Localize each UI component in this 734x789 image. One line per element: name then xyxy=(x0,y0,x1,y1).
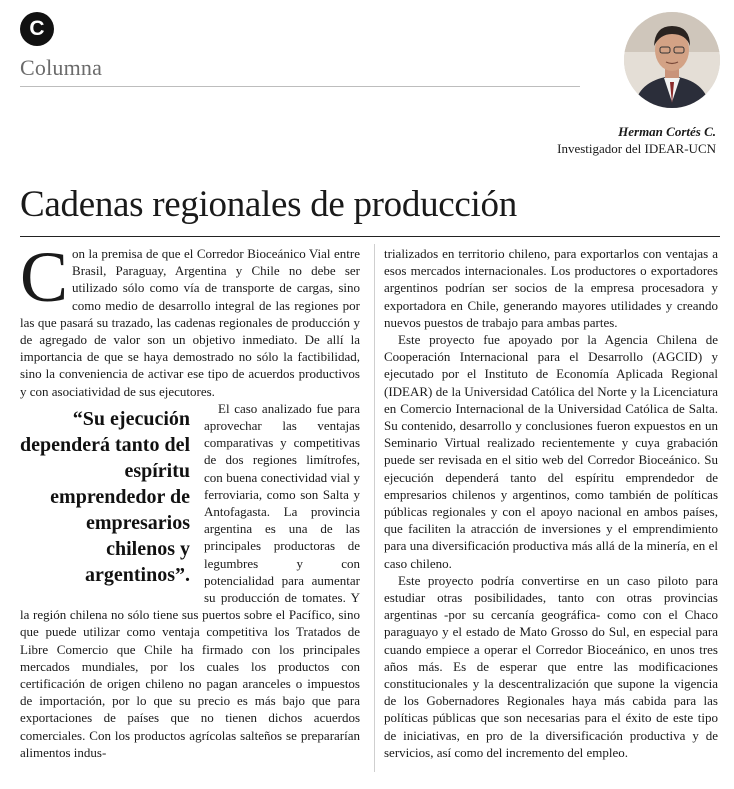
column-divider xyxy=(374,244,375,772)
article-column-right xyxy=(384,245,718,761)
article-title: Cadenas regionales de producción xyxy=(20,184,517,225)
author-role: Investigador del IDEAR-UCN xyxy=(557,141,716,156)
paragraph-1-text: on la premisa de que el Corredor Bioceánico Vial entre Brasil, Paraguay, Argentina y Chile no debe ser utilizado sólo como vía de transporte de cargas, sino como medio de desarrollo integral de las regiones por las que pasará su trazado, las cadenas regionales de producción y de agregado de valor son un objetivo inmediato. De allí la importancia de que se haya demostrado no sólo la factibilidad, sino la conveniencia de activar ese tipo de acuerdos productivos y con asociatividad de sus ejecutores. xyxy=(20,246,360,399)
author-photo xyxy=(624,12,720,108)
pull-quote: “Su ejecución dependerá tanto del espíritu emprendedor de empresarios chilenos y argentinos”. xyxy=(20,407,190,586)
column-badge: C xyxy=(20,12,54,46)
article-column-left xyxy=(20,237,360,761)
header-divider xyxy=(20,86,580,87)
article-paragraph-4: Este proyecto podría convertirse en un caso piloto para estudiar otras posibilidades, tanto con otras provincias argentinas -por su cercanía geográfica- como con el Chaco paraguayo y el estado de Mato Grosso do Sul, en especial para cuando empiece a operar el Corredor Bioceánico, en unos tres años más. Es de esperar que entre las modificaciones constitucionales y la descentralización que supone la vigencia de los Gobernadores Regionales haya más cabida para las políticas públicas que son necesarias para el éxito de este tipo de iniciativas, en pro de la diversificación productiva y de servicios, así como del incremento del empleo. xyxy=(384,572,718,760)
paragraph-2-text: El caso analizado fue para aprovechar las ventajas comparativas y competitivas de dos regiones limítrofes, con buena conectividad vial y ferroviaria, como son Salta y Antofagasta. La provincia argentina es una de las principales productoras de legumbres y con potencialidad para aumentar su producción de tomates. Y la región chilena no sólo tiene sus puertos sobre el Pacífico, sino que puede utilizar como ventaja competitiva los Tratados de Libre Comercio que Chile ha firmado con los principales mercados mundiales, por los cuales los productos con certificación de origen chileno no pagan aranceles o impuestos de importación, por lo que su precio es más bajo que para exportaciones de países que no tienen dichos acuerdos comerciales. Con los productos agrícolas salteños se prepararían alimentos indus- xyxy=(20,400,360,760)
drop-cap: C xyxy=(20,237,69,317)
section-label: Columna xyxy=(20,55,103,80)
article-paragraph-1 xyxy=(20,237,360,400)
article-paragraph-2 xyxy=(20,400,360,761)
author-portrait-image xyxy=(624,12,720,108)
article-paragraph-2-continued: trializados en territorio chileno, para exportarlos con ventajas a esos mercados internacionales. Los productores o exportadores argentinos podrían ser socios de la empresa procesadora y exportadora en Chile, generando mayores utilidades y creando nuevos puestos de trabajo para ambas partes. xyxy=(384,246,718,330)
article-paragraph-3: Este proyecto fue apoyado por la Agencia Chilena de Cooperación Internacional para el Desarrollo (AGCID) y ejecutado por el Instituto de Economía Aplicada Regional (IDEAR) de la Universidad Católica del Norte y la Licenciatura en Comercio Internacional de la Universidad Católica de Salta. Su contenido, desarrollo y conclusiones fueron expuestos en un Seminario Virtual realizado recientemente y cuya grabación puede ser revisada en el sitio web del Corredor Bioceánico. Su ejecución dependerá tanto del espíritu emprendedor de empresarios chilenos y argentinos, como también de políticas públicas regionales y con el apoyo nacional en ambos países, que faciliten la atracción de inversiones y el emprendimiento para una diversificación productiva más allá de la minería, en el caso chileno. xyxy=(384,332,718,571)
title-divider xyxy=(20,236,720,237)
author-byline xyxy=(557,123,716,157)
author-name: Herman Cortés C. xyxy=(618,124,716,139)
